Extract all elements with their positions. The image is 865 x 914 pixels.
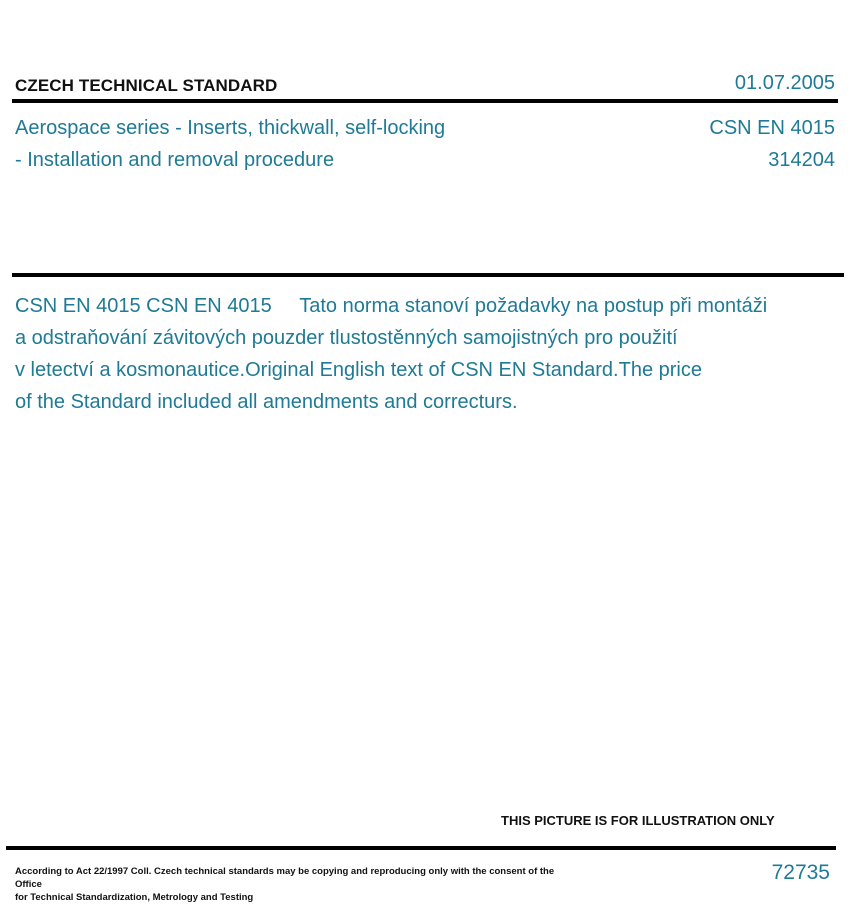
abstract-line-2: a odstraňování závitových pouzder tlustostěnných samojistných pro použití [15,327,678,349]
abstract-text [15,290,840,418]
title-divider [12,273,844,277]
legal-notice-line-1: According to Act 22/1997 Coll. Czech technical standards may be copying and reproducing only with the consent of the Office [15,866,555,890]
header-divider [12,99,838,103]
publication-date: 01.07.2005 [734,72,835,94]
standard-title-line-2: - Installation and removal procedure [15,149,335,171]
standard-type-heading: CZECH TECHNICAL STANDARD [15,76,278,95]
class-number: 314204 [768,149,835,171]
standard-code: CSN EN 4015 [709,117,835,139]
abstract-line-4: of the Standard included all amendments and correcturs. [15,391,518,413]
catalog-number: 72735 [771,861,830,884]
footer-divider [6,846,836,850]
abstract-line-1: CSN EN 4015 CSN EN 4015 Tato norma stanoví požadavky na postup při montáži [15,295,768,317]
abstract-line-3: v letectví a kosmonautice.Original English text of CSN EN Standard.The price [15,359,702,381]
standard-title-line-1: Aerospace series - Inserts, thickwall, self-locking [15,117,446,139]
legal-notice [15,865,575,904]
legal-notice-line-2: for Technical Standardization, Metrology and Testing [15,892,254,903]
illustration-notice: THIS PICTURE IS FOR ILLUSTRATION ONLY [501,813,775,828]
